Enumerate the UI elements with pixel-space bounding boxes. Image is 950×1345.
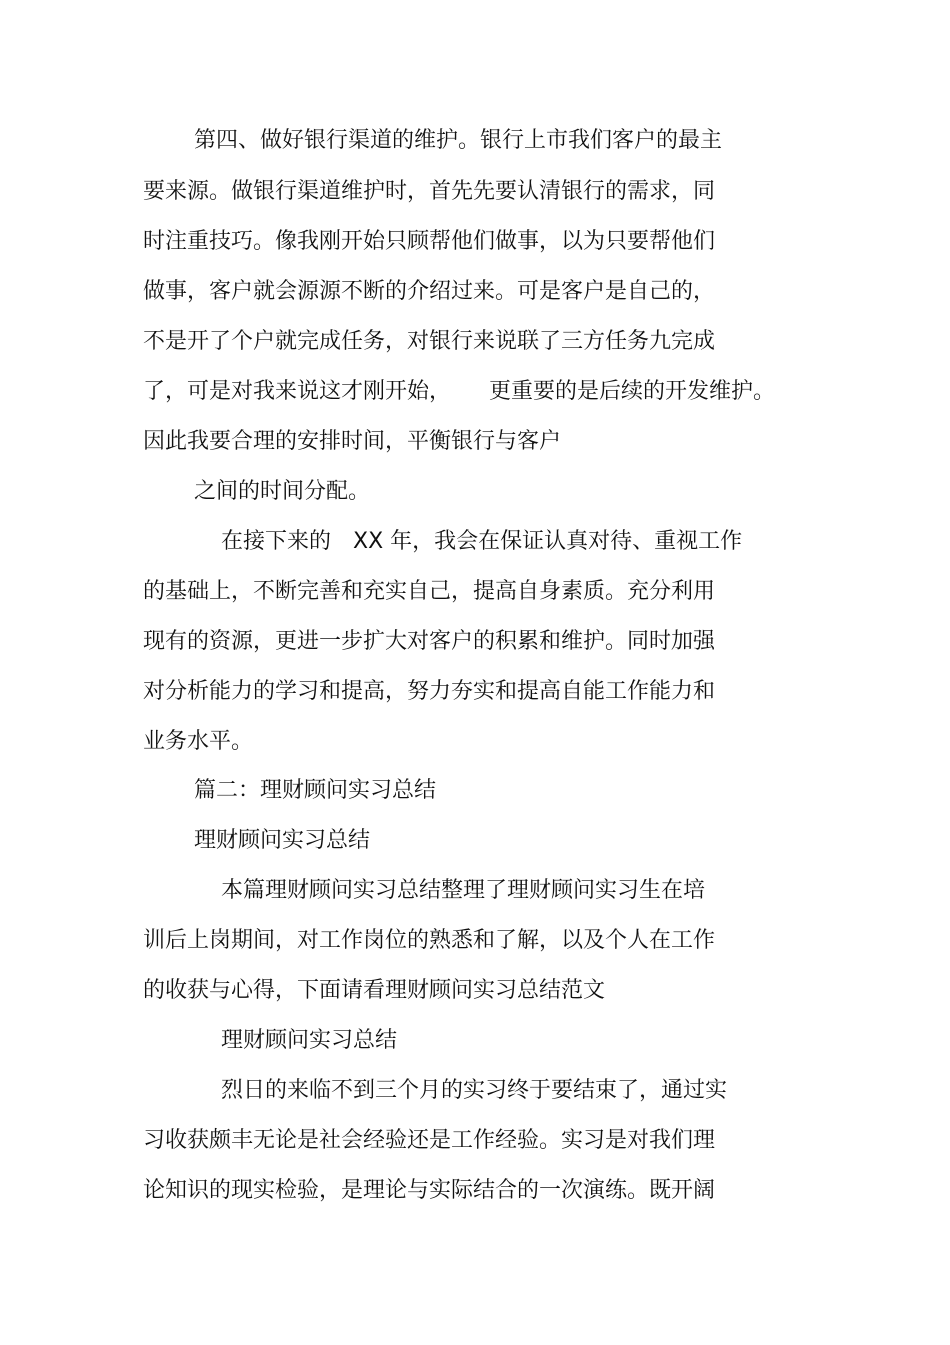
- paragraph-3-line-1: 本篇理财顾问实习总结整理了理财顾问实习生在培: [221, 878, 706, 903]
- paragraph-3-line-2: 训后上岗期间，对工作岗位的熟悉和了解，以及个人在工作: [143, 928, 716, 953]
- paragraph-4-line-3: 论知识的现实检验，是理论与实际结合的一次演练。既开阔: [143, 1178, 716, 1203]
- paragraph-2-line-5: 业务水平。: [143, 729, 254, 754]
- paragraph-2-line-3: 现有的资源，更进一步扩大对客户的积累和维护。同时加强: [143, 629, 716, 654]
- paragraph-1-line-5: 不是开了个户就完成任务，对银行来说联了三方任务九完成: [143, 329, 716, 354]
- paragraph-1-line-6-part-1: 了，可是对我来说这才刚开始，: [143, 379, 452, 404]
- subtitle: 理财顾问实习总结: [194, 828, 371, 853]
- paragraph-2-line-2: 的基础上，不断完善和充实自己，提高自身素质。充分利用: [143, 579, 716, 604]
- paragraph-1-line-6: [143, 377, 775, 407]
- section-heading: 篇二：理财顾问实习总结: [194, 778, 437, 803]
- paragraph-1-line-3: 时注重技巧。像我刚开始只顾帮他们做事，以为只要帮他们: [143, 229, 716, 254]
- subtitle-2: 理财顾问实习总结: [221, 1028, 398, 1053]
- paragraph-3-line-3: 的收获与心得，下面请看理财顾问实习总结范文: [143, 978, 606, 1003]
- paragraph-1-line-1: 第四、做好银行渠道的维护。银行上市我们客户的最主: [194, 128, 723, 153]
- paragraph-2-line-1-part-2: XX 年，我会在保证认真对待、重视工作: [353, 529, 743, 554]
- paragraph-4-line-1: 烈日的来临不到三个月的实习终于要结束了，通过实: [221, 1078, 728, 1103]
- paragraph-2-line-1: [221, 527, 742, 557]
- paragraph-1-line-6-part-2: 更重要的是后续的开发维护。: [489, 379, 776, 404]
- paragraph-4-line-2: 习收获颇丰无论是社会经验还是工作经验。实习是对我们理: [143, 1128, 716, 1153]
- paragraph-2-line-4: 对分析能力的学习和提高，努力夯实和提高自能工作能力和: [143, 679, 716, 704]
- paragraph-1-line-2: 要来源。做银行渠道维护时，首先先要认清银行的需求，同: [143, 179, 716, 204]
- paragraph-1-line-4: 做事，客户就会源源不断的介绍过来。可是客户是自己的，: [143, 279, 716, 304]
- paragraph-1-line-7: 因此我要合理的安排时间，平衡银行与客户: [143, 429, 562, 454]
- paragraph-2-line-1-part-1: 在接下来的: [221, 529, 332, 554]
- paragraph-1-line-8: 之间的时间分配。: [194, 479, 371, 504]
